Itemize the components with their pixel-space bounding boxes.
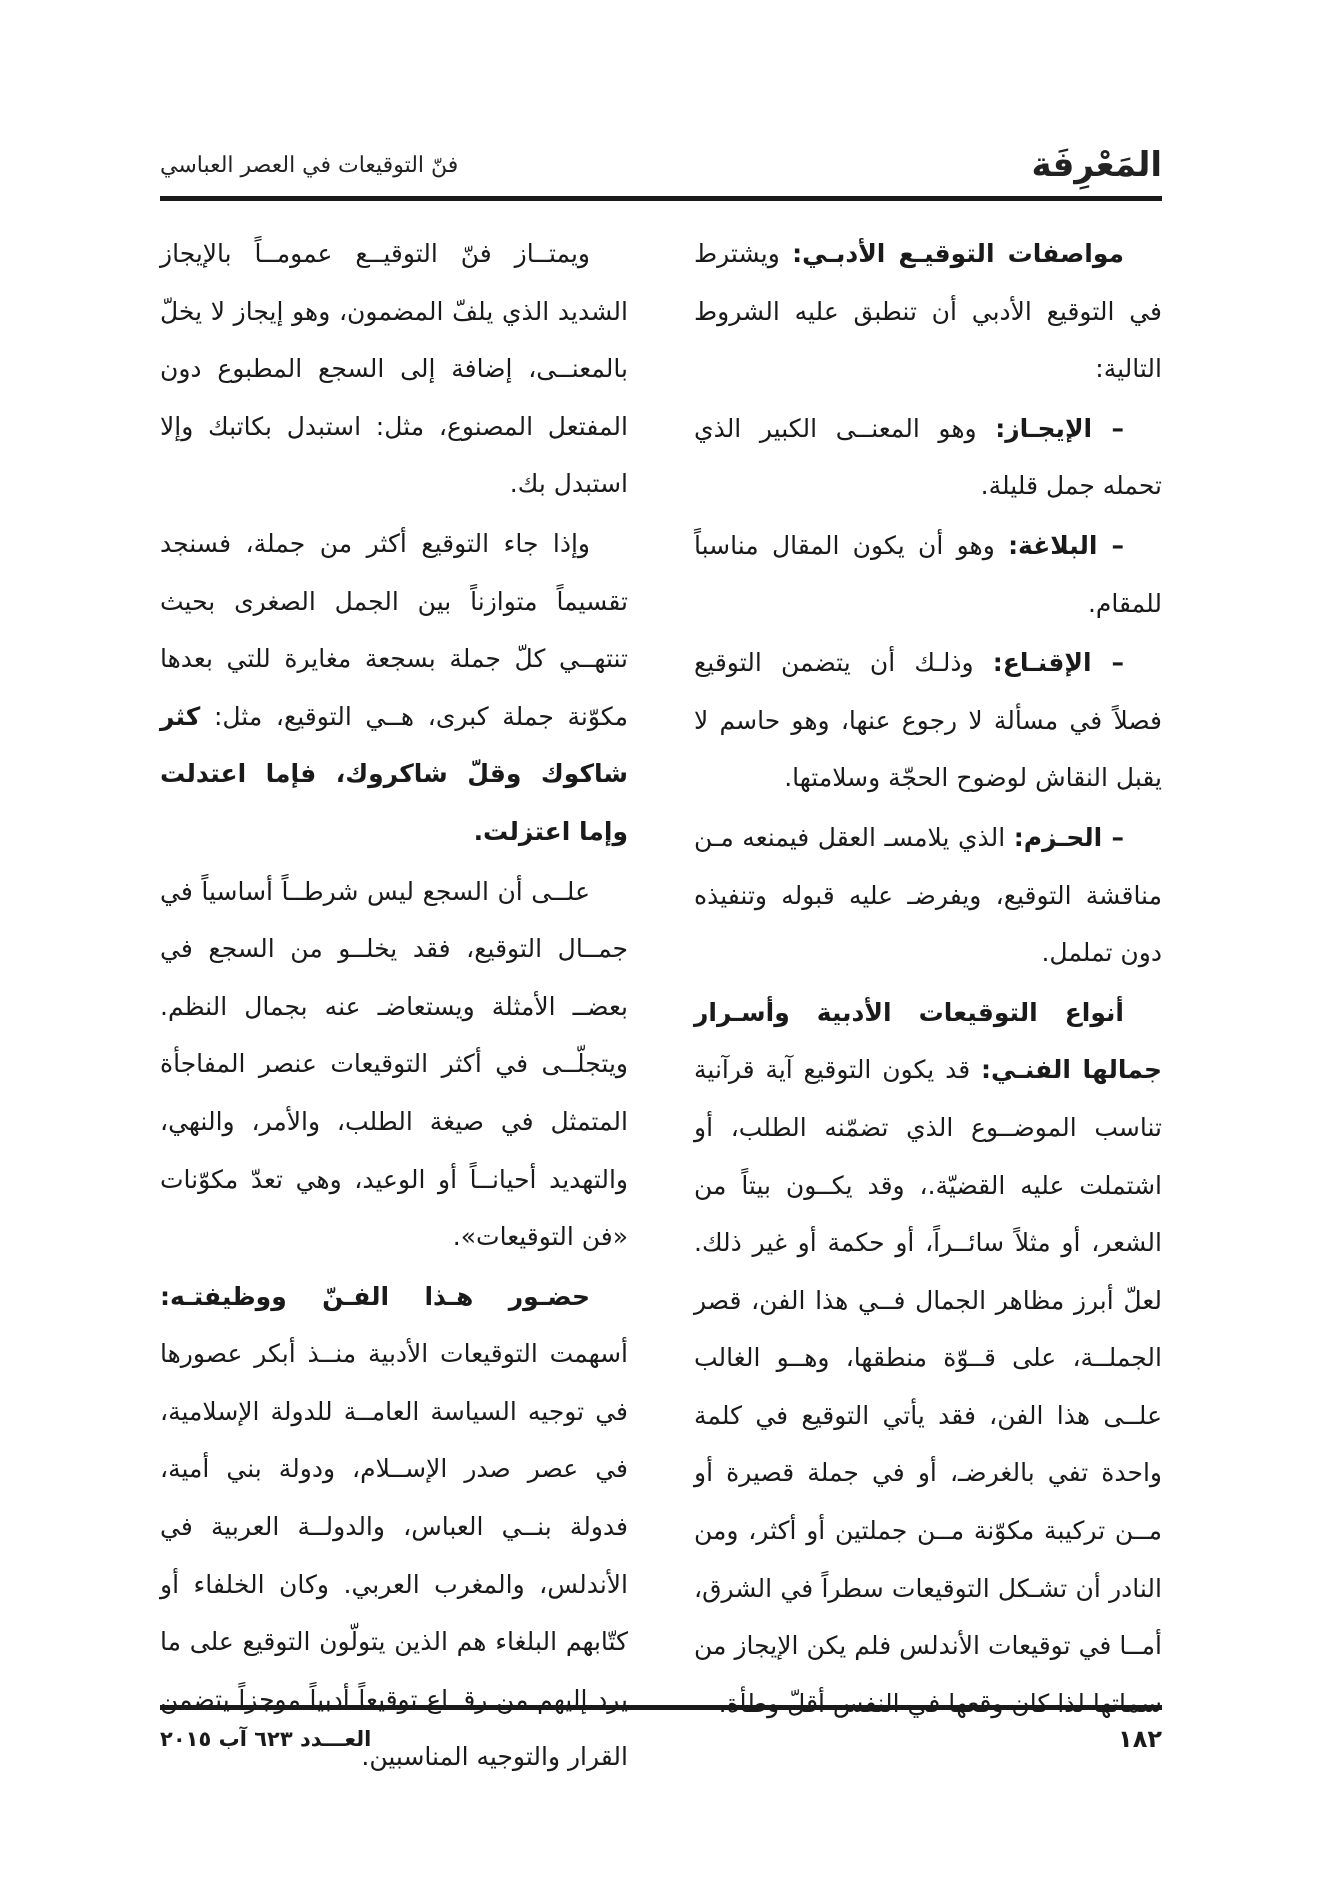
paragraph-text: ويشترط في التوقيع الأدبي أن تنطبق عليه الشروط التالية: [694, 239, 1162, 384]
paragraph [160, 225, 628, 513]
paragraph-text: وهو أن يكون المقال مناسباً للمقام. [694, 530, 1162, 618]
paragraph-text: الذي يلامسـ العقل فيمنعه مـن مناقشة التوقيع، ويفرضـ عليه قبوله وتنفيذه دون تململ. [694, 822, 1162, 968]
paragraph-text: وإذا جاء التوقيع أكثر من جملة، فسنجد تقسيماً متوازناً بين الجمل الصغرى بحيث تنتهــي كلّ جملة بسجعة مغايرة للتي بعدها مكوّنة جملة كبرى، هــي التوقيع، مثل: [160, 528, 628, 731]
paragraph-text: وهو المعنــى الكبير الذي تحمله جمل قليلة. [694, 413, 1162, 501]
page-header [160, 145, 1162, 195]
running-title: فنّ التوقيعات في العصر العباسي [160, 153, 459, 178]
term-heading: – البلاغة: [1008, 530, 1124, 560]
paragraph-text: ويمتــاز فنّ التوقيــع عمومــاً بالإيجاز الشديد الذي يلفّ المضمون، وهو إيجاز لا يخلّ بالمعنــى، إضافة إلى السجع المطبوع دون المفتعل المصنوع، مثل: استبدل بكاتبك وإلا استبدل بك. [160, 239, 628, 499]
section-heading: مواصفات التوقيـع الأدبـي: [792, 239, 1124, 268]
term-heading: – الإقنـاع: [992, 648, 1124, 678]
page-number: ١٨٢ [1118, 1725, 1162, 1753]
paragraph-text: وذلـك أن يتضمن التوقيع فصلاً في مسألة لا رجوع عنها، وهو حاسم لا يقبل النقاش لوضوح الحجّة وسلامتها. [694, 648, 1162, 793]
paragraph [694, 634, 1162, 807]
paragraph [694, 400, 1162, 515]
magazine-logo: المَعْرِفَة [1031, 145, 1162, 185]
paragraph [694, 517, 1162, 632]
header-rule [160, 196, 1162, 201]
paragraph-text: علــى أن السجع ليس شرطــاً أساسياً في جمــال التوقيع، فقد يخلــو من السجع في بعضــ الأمثلة ويستعاضـ عنه بجمال النظم. ويتجلّــى في أكثر التوقيعات عنصر المفاجأة المتمثل في صيغة الطلب، والأمر، والنهي، والتهديد أحيانــاً أو الوعيد، وهي تعدّ مكوّنات «فن التوقيعات». [160, 876, 628, 1252]
term-heading: – الحـزم: [1013, 822, 1124, 852]
left-column [160, 225, 628, 1788]
example-quote: كثر شاكوك وقلّ شاكروك، فإما اعتدلت وإما اعتزلت. [160, 701, 628, 846]
footer-rule [160, 1705, 1162, 1710]
page-footer [160, 1725, 1162, 1765]
right-column [694, 225, 1162, 1734]
paragraph-text: قد يكون التوقيع آية قرآنية تناسب الموضــوع الذي تضمّنه الطلب، أو اشتملت عليه القضيّة.، وقد يكــون بيتاً من الشعر، أو مثلاً سائــراً، أو حكمة أو غير ذلك. لعلّ أبرز مظاهر الجمال فــي هذا الفن، قصر الجملــة، على قــوّة منطقها، وهــو الغالب علــى هذا الفن، فقد يأتي التوقيع في كلمة واحدة تفي بالغرضـ، أو في جملة قصيرة أو مــن تركيبة مكوّنة مــن جملتين أو أكثر، ومن النادر أن تشـكل التوقيعات سطراً في الشرق، أمــا في توقيعات الأندلس فلم يكن الإيجاز من سماتها لذا كان وقعها في النفس أقلّ وطأة. [694, 1055, 1162, 1718]
paragraph [694, 809, 1162, 982]
section-heading: أنواع التوقيعات الأدبية وأسـرار جمالها الفنـي: [694, 997, 1163, 1085]
section-heading: حضـور هـذا الفـنّ ووظيفتـه: [160, 1281, 590, 1311]
paragraph [694, 984, 1162, 1733]
paragraph [160, 863, 628, 1266]
paragraph-text: أسهمت التوقيعات الأدبية منــذ أبكر عصورها في توجيه السياسة العامــة للدولة الإسلامية، في عصر صدر الإســلام، ودولة بني أمية، فدولة بنــي العباس، والدولــة العربية في الأندلس، والمغرب العربي. وكان الخلفاء أو كتّابهم البلغاء هم الذين يتولّون التوقيع على ما يرد إليهم من رقــاع توقيعاً أدبياً موجزاً يتضمن القرار والتوجيه المناسبين. [160, 1339, 628, 1772]
paragraph [160, 515, 628, 861]
issue-info: العـــدد ٦٢٣ آب ٢٠١٥ [160, 1727, 372, 1751]
paragraph [694, 225, 1162, 398]
term-heading: – الإيجـاز: [995, 413, 1124, 443]
